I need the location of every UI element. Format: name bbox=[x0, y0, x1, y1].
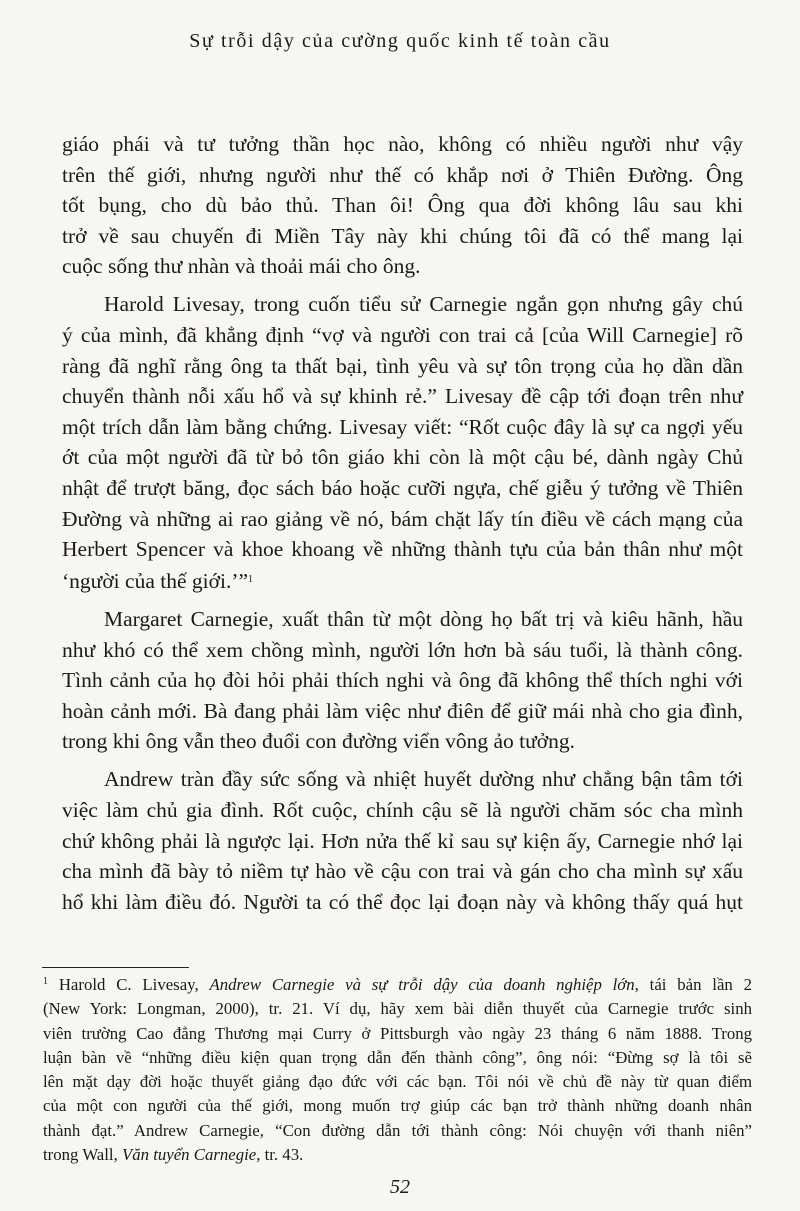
footnote-line: thành đạt.” Andrew Carnegie, “Con đường dẫn tới thành công: Nói chuyện với thanh niên” bbox=[43, 1120, 752, 1140]
text-line: Tình cảnh của họ đòi hỏi phải thích nghi và ông đã không thể thích nghi với bbox=[62, 668, 743, 693]
text-line: hoàn cảnh mới. Bà đang phải làm việc như điên để giữ mái nhà cho gia đình, bbox=[62, 698, 743, 723]
footnote-book-title: Andrew Carnegie và sự trỗi dậy của doanh nghiệp lớn, bbox=[209, 975, 639, 994]
text-line: Herbert Spencer và khoe khoang về những thành tựu của bản thân như một bbox=[62, 537, 743, 562]
page-number: 52 bbox=[390, 1176, 410, 1198]
text-line: Đường và những ai rao giảng về nó, bám chặt lấy tín điều về cách mạng của bbox=[62, 506, 743, 531]
paragraph-2 bbox=[62, 289, 743, 596]
text-line bbox=[62, 565, 743, 597]
paragraph-1 bbox=[62, 129, 743, 282]
footnote-text: Harold C. Livesay, bbox=[58, 975, 210, 994]
footnote-line bbox=[43, 970, 752, 997]
footnote-line: (New York: Longman, 2000), tr. 21. Ví dụ, hãy xem bài diễn thuyết của Carnegie trước sinh bbox=[43, 999, 752, 1019]
footnote-number: 1 bbox=[43, 976, 48, 987]
footnote bbox=[43, 970, 752, 1167]
text-line: trở về sau chuyến đi Miền Tây này khi chúng tôi đã có thể mang lại bbox=[62, 223, 743, 248]
text-line: giáo phái và tư tưởng thần học nào, không có nhiều người như vậy bbox=[62, 132, 743, 156]
text-line: ràng đã nghĩ rằng ông ta thất bại, tình yêu và sự tôn trọng của họ dần dần bbox=[62, 353, 743, 378]
text-line: ớt của một người đã từ bỏ tôn giáo khi còn là một cậu bé, dành ngày Chủ bbox=[62, 445, 743, 470]
text-line: cha mình đã bày tỏ niềm tự hào về cậu con trai và gán cho cha mình sự xấu bbox=[62, 859, 743, 884]
footnote-line bbox=[43, 1143, 752, 1167]
text-line-content: ‘người của thế giới.’” bbox=[62, 568, 249, 593]
text-line: cuộc sống thư nhàn và thoải mái cho ông. bbox=[62, 254, 421, 279]
footnote-book-title: Văn tuyển Carnegie bbox=[121, 1145, 257, 1165]
footnote-line: viên trường Cao đẳng Thương mại Curry ở Pittsburgh vào ngày 23 tháng 6 năm 1888. Trong bbox=[43, 1023, 752, 1043]
text-line: nhật để trượt băng, đọc sách báo hoặc cưỡi ngựa, chế giễu ý tưởng về Thiên bbox=[62, 476, 743, 501]
body-text bbox=[62, 129, 743, 925]
paragraph-4 bbox=[62, 764, 743, 917]
running-header: Sự trỗi dậy của cường quốc kinh tế toàn cầu bbox=[189, 30, 611, 52]
footnote-line: lên mặt dạy đời hoặc thuyết giảng đạo đức với các bạn. Tôi nói về chủ đề này từ quan điểm bbox=[43, 1072, 752, 1092]
text-line: như khó có thể xem chồng mình, người lớn hơn bà sáu tuổi, là thành công. bbox=[62, 637, 743, 662]
footnote-divider bbox=[42, 967, 189, 968]
footnote-text: trong Wall, bbox=[43, 1145, 122, 1165]
text-line: Margaret Carnegie, xuất thân từ một dòng họ bất trị và kiêu hãnh, hầu bbox=[104, 606, 743, 631]
text-line: trong khi ông vẫn theo đuổi con đường viển vông ảo tưởng. bbox=[62, 729, 576, 754]
text-line: việc làm chủ gia đình. Rốt cuộc, chính cậu sẽ là người chăm sóc cha mình bbox=[62, 797, 743, 822]
footnote-line: luận bàn về “những điều kiện quan trọng dẫn đến thành công”, ông nói: “Đừng sợ là tôi sẽ bbox=[43, 1047, 752, 1067]
text-line: chứ không phải là ngược lại. Hơn nửa thế kỉ sau sự kiện ấy, Carnegie nhớ lại bbox=[62, 828, 743, 853]
text-line: ý của mình, đã khẳng định “vợ và người con trai cả [của Will Carnegie] rõ bbox=[62, 323, 743, 348]
footnote-text: , tr. 43. bbox=[256, 1145, 304, 1165]
text-line: Andrew tràn đầy sức sống và nhiệt huyết dường như chẳng bận tâm tới bbox=[104, 767, 743, 792]
footnote-text: tái bản lần 2 bbox=[638, 975, 752, 994]
text-line: chuyển thành nỗi xấu hổ và sự khinh rẻ.” Livesay đề cập tới đoạn trên như bbox=[62, 384, 743, 409]
text-line: tốt bụng, cho dù bảo thủ. Than ôi! Ông qua đời không lâu sau khi bbox=[62, 193, 743, 218]
text-line: trên thế giới, nhưng người như thế có khắp nơi ở Thiên Đường. Ông bbox=[62, 162, 743, 187]
text-line: hổ khi làm điều đó. Người ta có thể đọc lại đoạn này và không thấy quá hụt bbox=[62, 889, 743, 914]
footnote-line: của một con người của thế giới, mong muốn trợ giúp các bạn trở thành những doanh nhân bbox=[43, 1096, 752, 1116]
text-line: Harold Livesay, trong cuốn tiểu sử Carnegie ngắn gọn nhưng gây chú bbox=[104, 292, 743, 317]
text-line: một trích dẫn làm bằng chứng. Livesay viết: “Rốt cuộc đây là sự ca ngợi yếu bbox=[62, 414, 743, 439]
footnote-ref[interactable]: 1 bbox=[248, 573, 254, 585]
paragraph-3 bbox=[62, 604, 743, 757]
